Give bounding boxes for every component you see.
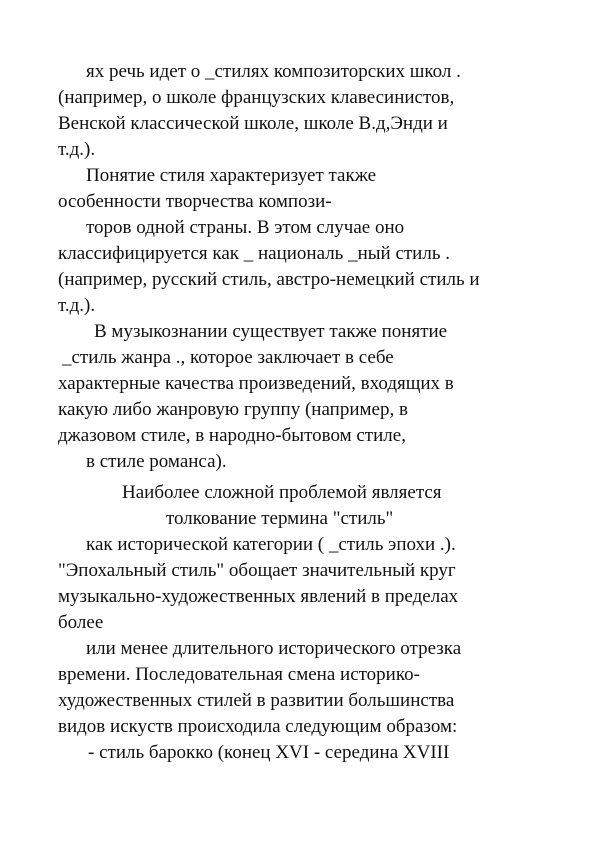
text-line: музыкально-художественных явлений в пределах <box>58 586 459 607</box>
text-line: художественных стилей в развитии большинства <box>58 690 455 711</box>
text-line: какую либо жанровую группу (например, в <box>58 399 408 420</box>
text-line: "Эпохальный стиль" обощает значительный круг <box>58 560 456 581</box>
text-line: или менее длительного исторического отрезка <box>86 638 462 659</box>
text-line: толкование термина "стиль" <box>166 508 394 529</box>
text-line: видов искуств происходила следующим образом: <box>58 716 458 737</box>
text-line: (например, русский стиль, австро-немецкий стиль и <box>58 269 480 290</box>
text-line: - стиль барокко (конец XVI - середина XVIII <box>88 742 450 763</box>
text-line: В музыкознании существует также понятие <box>94 321 448 342</box>
text-line: торов одной страны. В этом случае оно <box>86 217 405 238</box>
text-line: Понятие стиля характеризует также <box>86 165 377 186</box>
text-line: как исторической категории ( _стиль эпохи .). <box>86 534 456 555</box>
text-line: (например, о школе французских клавесинистов, <box>58 87 455 108</box>
text-line: в стиле романса). <box>86 451 227 472</box>
text-line: Венской классической школе, школе В.д,Энди и <box>58 113 448 134</box>
text-line: т.д.). <box>58 295 96 316</box>
text-line: особенности творчества компози- <box>58 191 332 212</box>
text-line: _стиль жанра ., которое заключает в себе <box>62 347 394 368</box>
text-line: т.д.). <box>58 139 96 160</box>
text-line: ях речь идет о _стилях композиторских школ . <box>86 61 461 82</box>
text-line: характерные качества произведений, входящих в <box>58 373 454 394</box>
text-line: времени. Последовательная смена историко- <box>58 664 420 685</box>
text-line: джазовом стиле, в народно-бытовом стиле, <box>58 425 406 446</box>
text-line: классифицируется как _ националь _ный стиль . <box>58 243 450 264</box>
text-line: Наиболее сложной проблемой является <box>122 482 442 503</box>
text-line: более <box>58 612 104 633</box>
